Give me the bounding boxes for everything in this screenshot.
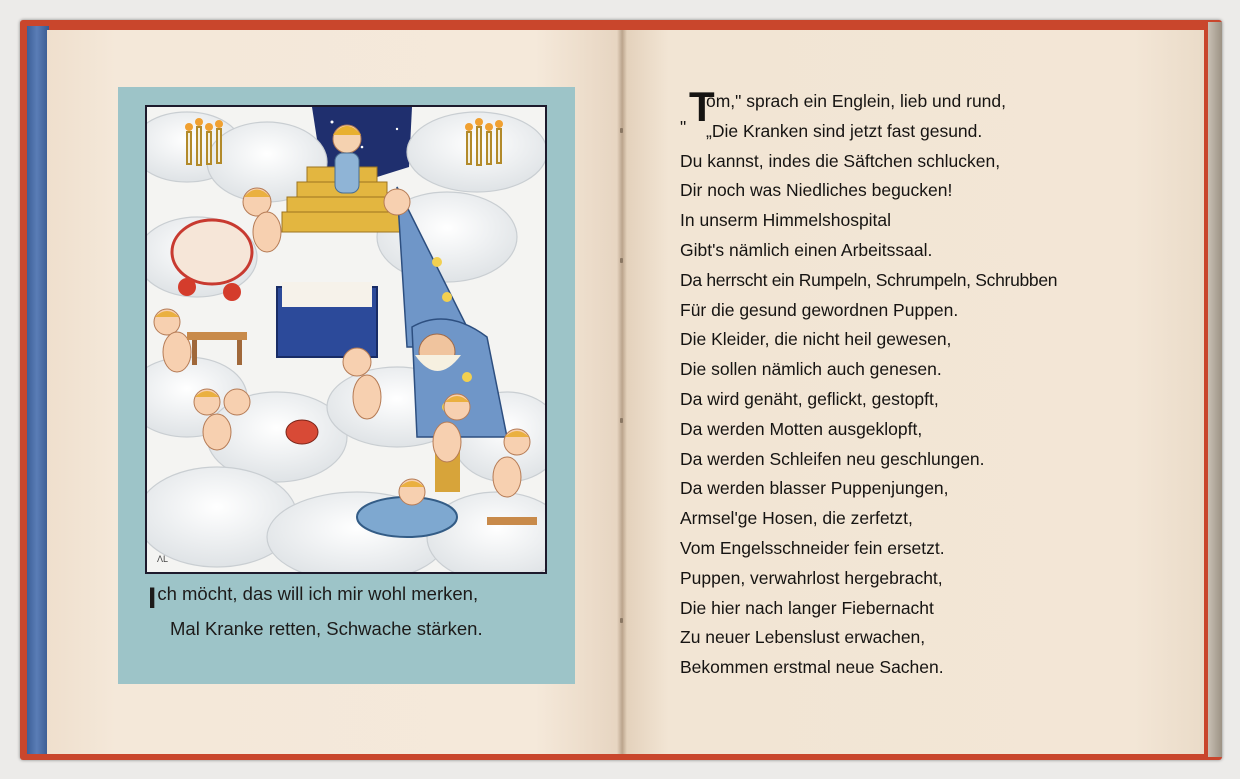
verse-dropcap: T [689,83,715,130]
poem-line: Die sollen nämlich auch genesen. [680,359,942,380]
poem-line: Da werden blasser Puppenjungen, [680,478,949,499]
poem-line: Da werden Schleifen neu geschlungen. [680,448,985,469]
opening-quote-mark: " [680,117,687,137]
poem-line: In unserm Himmelshospital [680,210,892,231]
book-gutter [617,30,627,754]
binding-stitch [620,128,623,133]
poem-line: Zu neuer Lebenslust erwachen, [680,627,926,648]
poem-line: Bekommen erstmal neue Sachen. [680,657,944,678]
poem-line: Da herrscht ein Rumpeln, Schrumpeln, Schrubben [680,269,1058,290]
caption-line-1 [148,578,568,613]
poem-line: Da werden Motten ausgeklopft, [680,418,923,439]
poem-line: Armsel'ge Hosen, die zerfetzt, [680,508,913,529]
poem-text [680,83,1180,683]
poem-line: Du kannst, indes die Säftchen schlucken, [680,150,1001,171]
binding-stitch [620,418,623,423]
poem-line: Die hier nach langer Fiebernacht [680,597,934,618]
book-spine-edge [27,26,49,754]
illustration-artwork [147,107,545,572]
binding-stitch [620,618,623,623]
caption-dropcap: I [148,582,157,615]
poem-line: om," sprach ein Englein, lieb und rund, [706,91,1007,111]
poem-line: Puppen, verwahrlost hergebracht, [680,567,943,588]
poem-line: Da wird genäht, geflickt, gestopft, [680,388,939,409]
caption-line-1-text: ch möcht, das will ich mir wohl merken, [157,583,479,604]
svg-text:ΛL: ΛL [157,554,169,564]
poem-line: Dir noch was Niedliches begucken! [680,180,953,201]
poem-line: Für die gesund gewordnen Puppen. [680,299,959,320]
binding-stitch [620,258,623,263]
poem-line: Vom Engelsschneider fein ersetzt. [680,537,945,558]
caption-line-2: Mal Kranke retten, Schwache stärken. [170,618,483,639]
poem-line: „Die Kranken sind jetzt fast gesund. [706,120,983,141]
poem-line: Gibt's nämlich einen Arbeitssaal. [680,239,933,260]
poem-line: Die Kleider, die nicht heil gewesen, [680,329,952,350]
page-block-edge [1208,22,1222,757]
illustration-caption [148,578,568,645]
angel-hospital-illustration [145,105,547,574]
